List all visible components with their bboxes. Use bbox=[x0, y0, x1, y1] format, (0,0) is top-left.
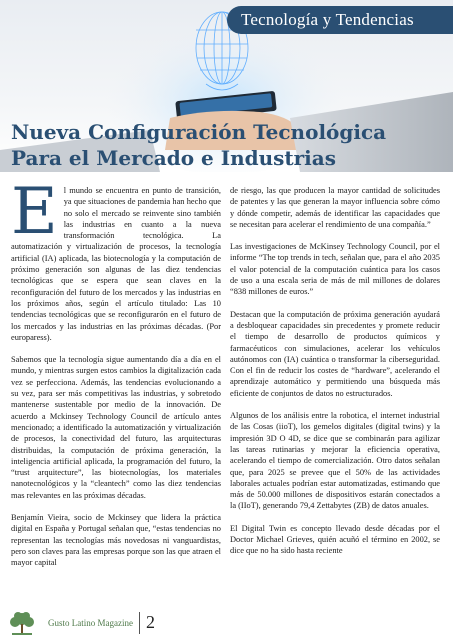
paragraph: El Digital Twin es concepto llevado desde décadas por el Doctor Michael Grieves, quién acuñó el término en 2002, se dice que no ha sido hasta reciente bbox=[230, 523, 440, 556]
paragraph: Las investigaciones de McKinsey Technology Council, por el informe “The top trends in tech, señalan que, para el año 2035 el valor potencial de la computación cuántica para los casos de uso a una escala seria de más de mil millones de dolares “838 millones de euros.” bbox=[230, 242, 440, 297]
article-headline bbox=[11, 119, 451, 171]
headline-line-2: Para el Mercado e Industrias bbox=[11, 146, 336, 170]
paragraph bbox=[11, 175, 221, 343]
page-footer bbox=[0, 606, 453, 640]
tree-logo-icon bbox=[6, 610, 38, 638]
magazine-name: Gusto Latino Magazine bbox=[48, 618, 133, 628]
paragraph-text: l mundo se encuentra en punto de transición, ya que situaciones de pandemia han hecho que no solo el mercado se reinvente sino también las industrias en cuanto a la nueva transformación tecnológica. La automatización y virtualización de procesos, la tecnología artificial (IA) aplicada, las biotecnología y la computación de próximo generación son algunas de las diez tendencias tecnológicas que se espera que sean claves en la reconfiguración del futuro de los mercados y las industrias en los próximos años, según el artículo titulado: Las 10 tendencias tecnológicas que se reconfigurarón en el futuro de los mercados y las industrias en las próximas décadas. (Por europaress). bbox=[11, 186, 221, 342]
category-label: Tecnología y Tendencias bbox=[241, 10, 414, 29]
paragraph: de riesgo, las que producen la mayor cantidad de solicitudes de patentes y las que generan la mayor influencia sobre cómo y dónde competir, además de identificar las capacidades que se necesitan para acelerar el rendimiento de una compañía.” bbox=[230, 186, 440, 229]
category-tab bbox=[227, 6, 453, 34]
headline-line-1: Nueva Configuración Tecnológica bbox=[11, 120, 387, 144]
left-column bbox=[11, 175, 221, 580]
footer-divider bbox=[139, 612, 140, 634]
paragraph: Algunos de los análisis entre la robotica, el internet industrial de las Cosas (iioT), los gemelos digitales (digital twins) y la impresión 3D O 4D, se dice que se combinarán para agilizar las tareas rutinarias y mejorar la eficiencia operativa, acelerando el tiempo de comercialización. Otro datos señalan que, para 2025 se prevee que el 50% de las actividades laborales actuales podrían estar automatizadas, estimando que más de 50.000 millones de dispositivos estarán conectados a la (IIoT), generando 79,4 Zettabytes (ZB) de datos anuales. bbox=[230, 411, 440, 511]
right-column bbox=[230, 185, 440, 568]
paragraph: Sabemos que la tecnología sigue aumentando día a día en el mundo, y mientras surgen estos cambios la digitalización cada vez se perfecciona. Además, las tendencias evolucionando a su vez, para ser más competitivas las industrias, y sobretodo mantenerse sustentable por medio de la innovación. De acuerdo a Mckinsey Technology Council de artículo antes mencionado; a identificado la automatización y virtualización de procesos, la conectividad del futuro, las arquitecturas distribuidas, la computación de próxima generación, la inteligencia artificial aplicada, la programación del futuro, la “trust arquitecture”, las biotecnologías, los materiales nanotecnológicos y la “cleantech” como las diez tendencias mas relevantes en las próximas décadas. bbox=[11, 355, 221, 500]
hero-image bbox=[0, 0, 453, 172]
paragraph: Benjamín Vieira, socio de Mckinsey que lidera la práctica digital en España y Portugal señalan que, “estas tendencias no representan las tecnologías más novedosas ni vanguardistas, pero son claves para las empresas porque son las que atraen el mayor capital bbox=[11, 513, 221, 568]
drop-cap: E bbox=[11, 175, 58, 249]
paragraph: Destacan que la computación de próxima generación ayudará a desbloquear capacidades sin precedentes y promete reducir el tiempo de desarrollo de productos químicos y farmacéuticos con simulaciones, acelerar los vehículos autónomos con (IA) cuántica o transformar la ciberseguridad. Con el fin de reducir los costes de “hardware”, acelerando el aprendizaje automático y permitiendo una búsqueda más eficiente de conjuntos de datos no estructurados. bbox=[230, 309, 440, 398]
page-number: 2 bbox=[146, 612, 155, 632]
